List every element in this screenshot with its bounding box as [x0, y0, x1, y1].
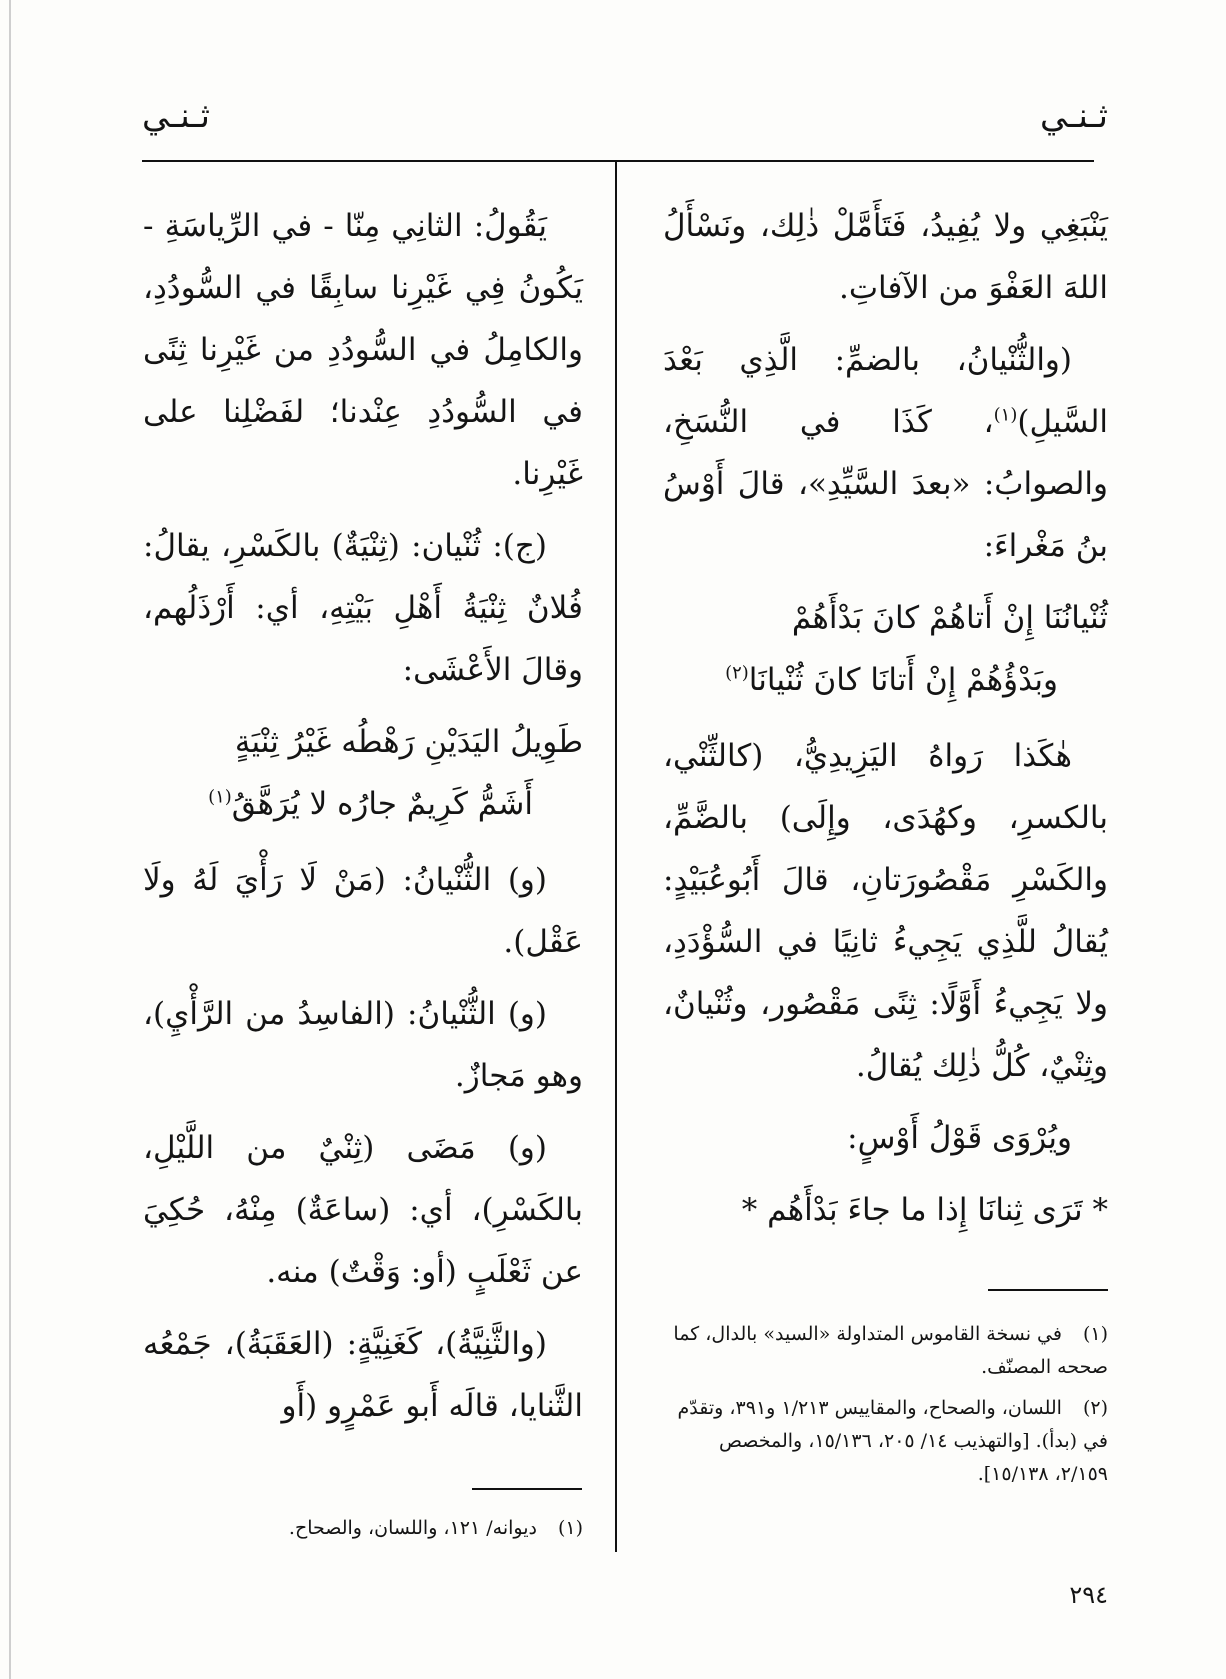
footnote-text: في نسخة القاموس المتداولة «السيد» بالدال، كما صححه المصنّف. — [673, 1323, 1108, 1378]
footnote — [143, 1512, 583, 1545]
paragraph: (و) الثُّنْيانُ: (الفاسِدُ من الرَّأْيِ)، وهو مَجازٌ. — [143, 996, 583, 1094]
running-header-right: ثـنـي — [1040, 96, 1108, 136]
verse-line: ثُنْيانُنَا إِنْ أَتاهُمْ كانَ بَدْأَهُمْ — [791, 600, 1108, 636]
footnote-rule — [988, 1289, 1108, 1291]
paragraph: (و) مَضَى (ثِنْيٌ من اللَّيْلِ، بالكَسْرِ)، أي: (ساعَةٌ) مِنْهُ، حُكِيَ عن ثَعْلَبٍ (أو: وَقْتٌ) منه. — [143, 1130, 583, 1290]
footnotes-right — [663, 1318, 1108, 1499]
right-column — [663, 195, 1108, 1241]
footnote — [663, 1318, 1108, 1384]
verse-block — [143, 711, 583, 835]
footnote-ref: (٢) — [725, 662, 749, 684]
paragraph-text: (والثُّنْيانُ، بالضمِّ: الَّذِي بَعْدَ السَّيلِ) — [663, 342, 1108, 440]
verse-line: * تَرَى ثِنانَا إِذا ما جاءَ بَدْأَهُم * — [741, 1192, 1108, 1228]
verse-line: طَوِيلُ اليَدَيْنِ رَهْطُه غَيْرُ ثِنْيَةٍ — [234, 724, 583, 760]
paragraph: هٰكَذا رَواهُ اليَزِيدِيُّ، (كالثِّنْي، بالكسرِ، وكهُدَى، وإِلَى) بالضَّمِّ، والكَسْرِ مَقْصُورَتانِ، قالَ أَبُوعُبَيْدٍ: يُقالُ للَّذِي يَجِيءُ ثانِيًا في السُّؤْدَدِ، ولا يَجِيءُ أَوَّلًا: ثِنًى مَقْصُور، وثُنْيانٌ، وثِنْيٌ، كُلُّ ذٰلِك يُقالُ. — [663, 738, 1108, 1084]
footnote-ref: (١) — [208, 786, 232, 808]
footnote-number: (١) — [1082, 1323, 1108, 1345]
paragraph: يَقُولُ: الثانِي مِنّا - في الرِّياسَةِ - يَكُونُ فِي غَيْرِنا سابِقًا في السُّودُدِ، والكامِلُ في السُّودُدِ من غَيْرِنا ثِنًى في السُّودُدِ عِنْدنا؛ لفَضْلِنا على غَيْرِنا. — [143, 208, 583, 492]
paragraph: (والثَّنِيَّةُ)، كَغَنِيَّةٍ: (العَقَبَةُ)، جَمْعُه الثَّنايا، قالَه أَبو عَمْرٍو (أَو — [143, 1326, 583, 1424]
verse-block — [663, 587, 1108, 711]
paragraph: (و) الثُّنْيانُ: (مَنْ لَا رَأْيَ لَهُ ولَا عَقْل). — [143, 862, 583, 960]
page-number: ٢٩٤ — [1069, 1581, 1108, 1609]
running-header-left: ثـنـي — [142, 96, 210, 136]
verse-text: وبَدْؤُهُمْ إِنْ أَتانَا كانَ ثُنْيانَا — [748, 662, 1058, 698]
paragraph: يَنْبَغِي ولا يُفِيدُ، فَتَأَمَّلْ ذٰلِك، ونَسْأَلُ اللهَ العَفْوَ من الآفاتِ. — [663, 208, 1108, 306]
paragraph: ويُرْوَى قَوْلُ أَوْسٍ: — [847, 1120, 1072, 1156]
footnote-rule — [472, 1488, 582, 1490]
paragraph — [663, 329, 1108, 577]
footnote-number: (١) — [557, 1517, 583, 1539]
footnote-text: اللسان، والصحاح، والمقاييس ١/٢١٣ و٣٩١، وتقدّم في (بدأ). [والتهذيب ١٤/ ٢٠٥، ١٥/١٣٦، والمخصص ٢/١٥٩، ١٥/١٣٨]. — [677, 1397, 1108, 1485]
verse-line — [663, 649, 1108, 711]
footnote — [663, 1392, 1108, 1491]
scan-margin-line — [9, 0, 11, 1679]
verse-text: أَشَمُّ كَرِيمٌ جارُه لا يُرَهَّقُ — [231, 786, 533, 822]
footnote-text: ديوانه/ ١٢١، واللسان، والصحاح. — [288, 1517, 537, 1539]
paragraph-text: ، كَذَا في النُّسَخِ، والصوابُ: «بعدَ السَّيِّدِ»، قالَ أَوْسُ بنُ مَغْراءَ: — [663, 404, 1108, 564]
header-rule — [142, 160, 1094, 162]
column-divider — [615, 162, 617, 1552]
paragraph: (ج): ثُنْيان: (ثِنْيَةٌ) بالكَسْرِ، يقالُ: فُلانٌ ثِنْيَةُ أَهْلِ بَيْتِهِ، أي: أَرْذَلُهم، وقالَ الأَعْشَى: — [143, 528, 583, 688]
verse-line — [143, 773, 583, 835]
footnote-ref: (١) — [993, 404, 1018, 426]
footnotes-left — [143, 1512, 583, 1553]
left-column — [143, 195, 583, 1447]
footnote-number: (٢) — [1082, 1397, 1108, 1419]
